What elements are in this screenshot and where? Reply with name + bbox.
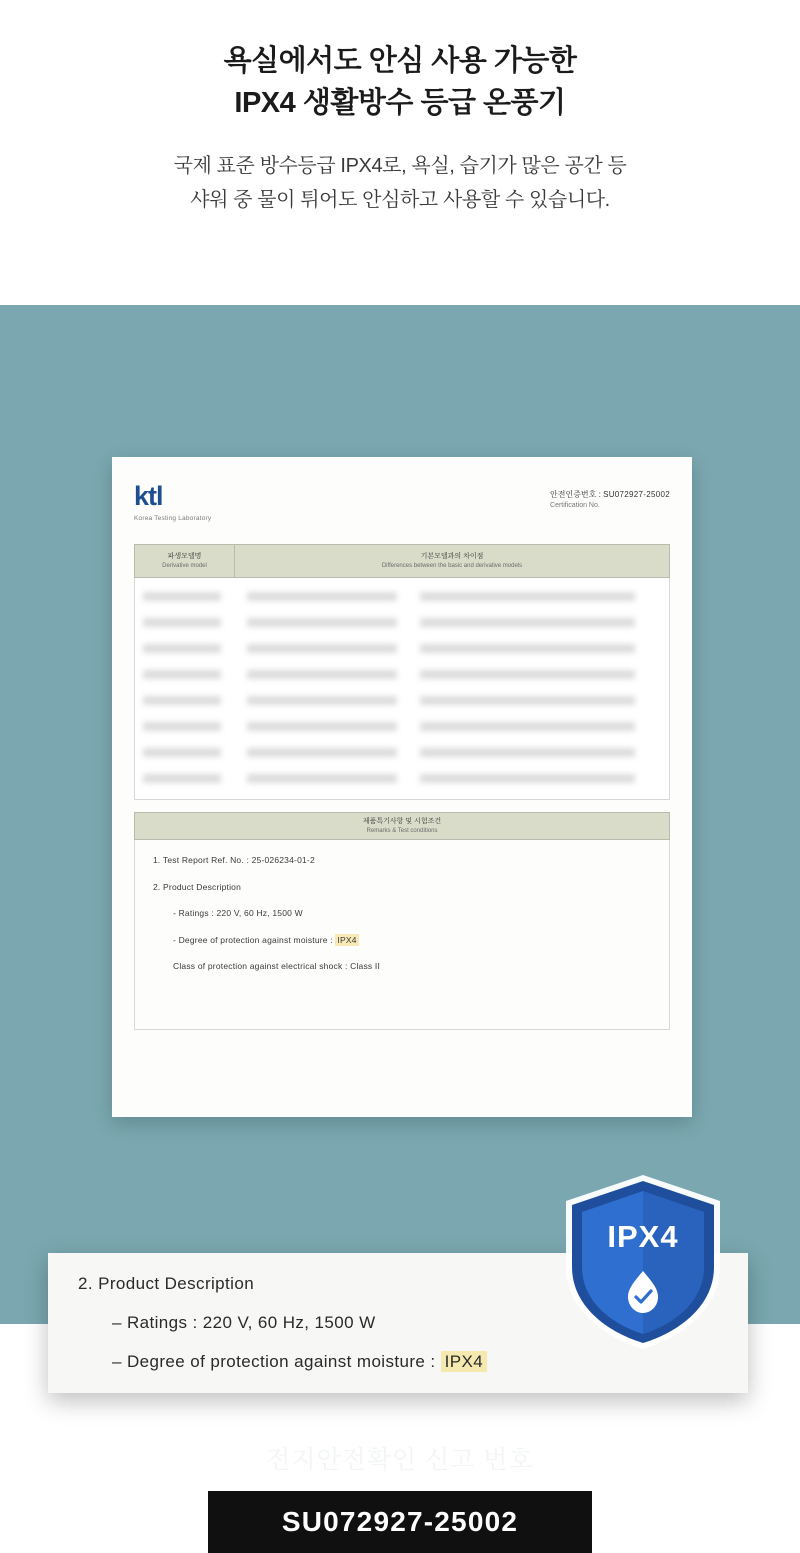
table-header-col1 [135,545,235,577]
certificate-number-label-ko: 안전인증번호 : [550,490,601,499]
remarks-ipx4-highlight: IPX4 [337,934,357,945]
blurred-text-row [143,592,221,601]
blurred-text-row [143,618,221,627]
blurred-text-row [420,618,635,627]
certification-number-badge: SU072927-25002 [208,1491,592,1553]
blurred-text-row [143,774,221,783]
remarks-header-ko: 제품특기사항 및 시험조건 [362,817,442,825]
blurred-text-row [247,722,397,731]
page-title [40,40,760,124]
derivative-table-header [134,544,670,578]
blurred-text-row [247,670,397,679]
blurred-text-row [247,618,397,627]
remarks-line-3: - Ratings : 220 V, 60 Hz, 1500 W [173,908,303,918]
blurred-text-row [247,774,397,783]
blurred-text-row [247,592,397,601]
blurred-text-row [143,696,221,705]
shield-icon [548,1167,738,1357]
blurred-text-row [143,722,221,731]
derivative-table-body-blurred [134,578,670,800]
table-header-col2-en: Differences between the basic and derivative models [381,562,523,569]
certificate-header [134,483,670,522]
table-header-col1-en: Derivative model [162,562,207,569]
ktl-logo: ktl [134,481,163,511]
blurred-text-row [420,696,635,705]
certificate-number-value: SU072927-25002 [603,490,670,499]
remarks-line-1: 1. Test Report Ref. No. : 25-026234-01-2 [153,855,315,865]
blurred-text-row [143,748,221,757]
blurred-text-row [143,644,221,653]
callout-line-3-prefix: – Degree of protection against moisture : [112,1352,441,1371]
remarks-content [134,840,670,1030]
remarks-line-4-prefix: - Degree of protection against moisture : [173,934,336,945]
remarks-line-4 [173,936,651,945]
certificate-document [112,457,692,1117]
blurred-text-row [247,696,397,705]
blurred-text-row [420,644,635,653]
subhead-line-2: 샤워 중 물이 튀어도 안심하고 사용할 수 있습니다. [190,188,610,211]
callout-line-2: – Ratings : 220 V, 60 Hz, 1500 W [112,1313,376,1332]
remarks-line-5: Class of protection against electrical shock : Class II [173,961,381,971]
remarks-line-2: 2. Product Description [153,881,242,892]
certificate-number-line [550,489,670,501]
blurred-text-row [247,644,397,653]
blurred-text-row [143,670,221,679]
blurred-text-row [247,748,397,757]
ipx4-shield-badge [548,1167,738,1357]
table-header-col2 [235,545,669,577]
page-subtitle [40,150,760,217]
header-section [0,0,800,217]
subhead-line-1: 국제 표준 방수등급 IPX4로, 욕실, 습기가 많은 공간 등 [173,155,627,178]
certificate-photo-panel [0,305,800,1537]
remarks-table-header [134,812,670,840]
ktl-logo-block [134,483,211,522]
remarks-header-en: Remarks & Test conditions [366,827,438,834]
callout-ipx4-highlight: IPX4 [441,1351,487,1372]
blurred-text-row [420,670,635,679]
certificate-number-block [550,483,670,511]
blurred-text-row [420,748,635,757]
callout-line-1: 2. Product Description [78,1274,255,1293]
certificate-number-label-en: Certification No. [550,501,600,509]
badge-label: IPX4 [607,1219,679,1254]
ktl-logo-subtitle: Korea Testing Laboratory [134,515,212,522]
headline-line-2: IPX4 생활방수 등급 온풍기 [234,87,566,120]
headline-line-1: 욕실에서도 안심 사용 가능한 [223,45,577,77]
blurred-text-row [420,722,635,731]
blurred-text-row [420,592,635,601]
certification-label: 전지안전확인 신고 번호 [266,1446,534,1474]
table-header-col2-ko: 기본모델과의 차이점 [420,552,484,560]
blurred-text-row [420,774,635,783]
table-header-col1-ko: 파생모델명 [167,552,202,560]
